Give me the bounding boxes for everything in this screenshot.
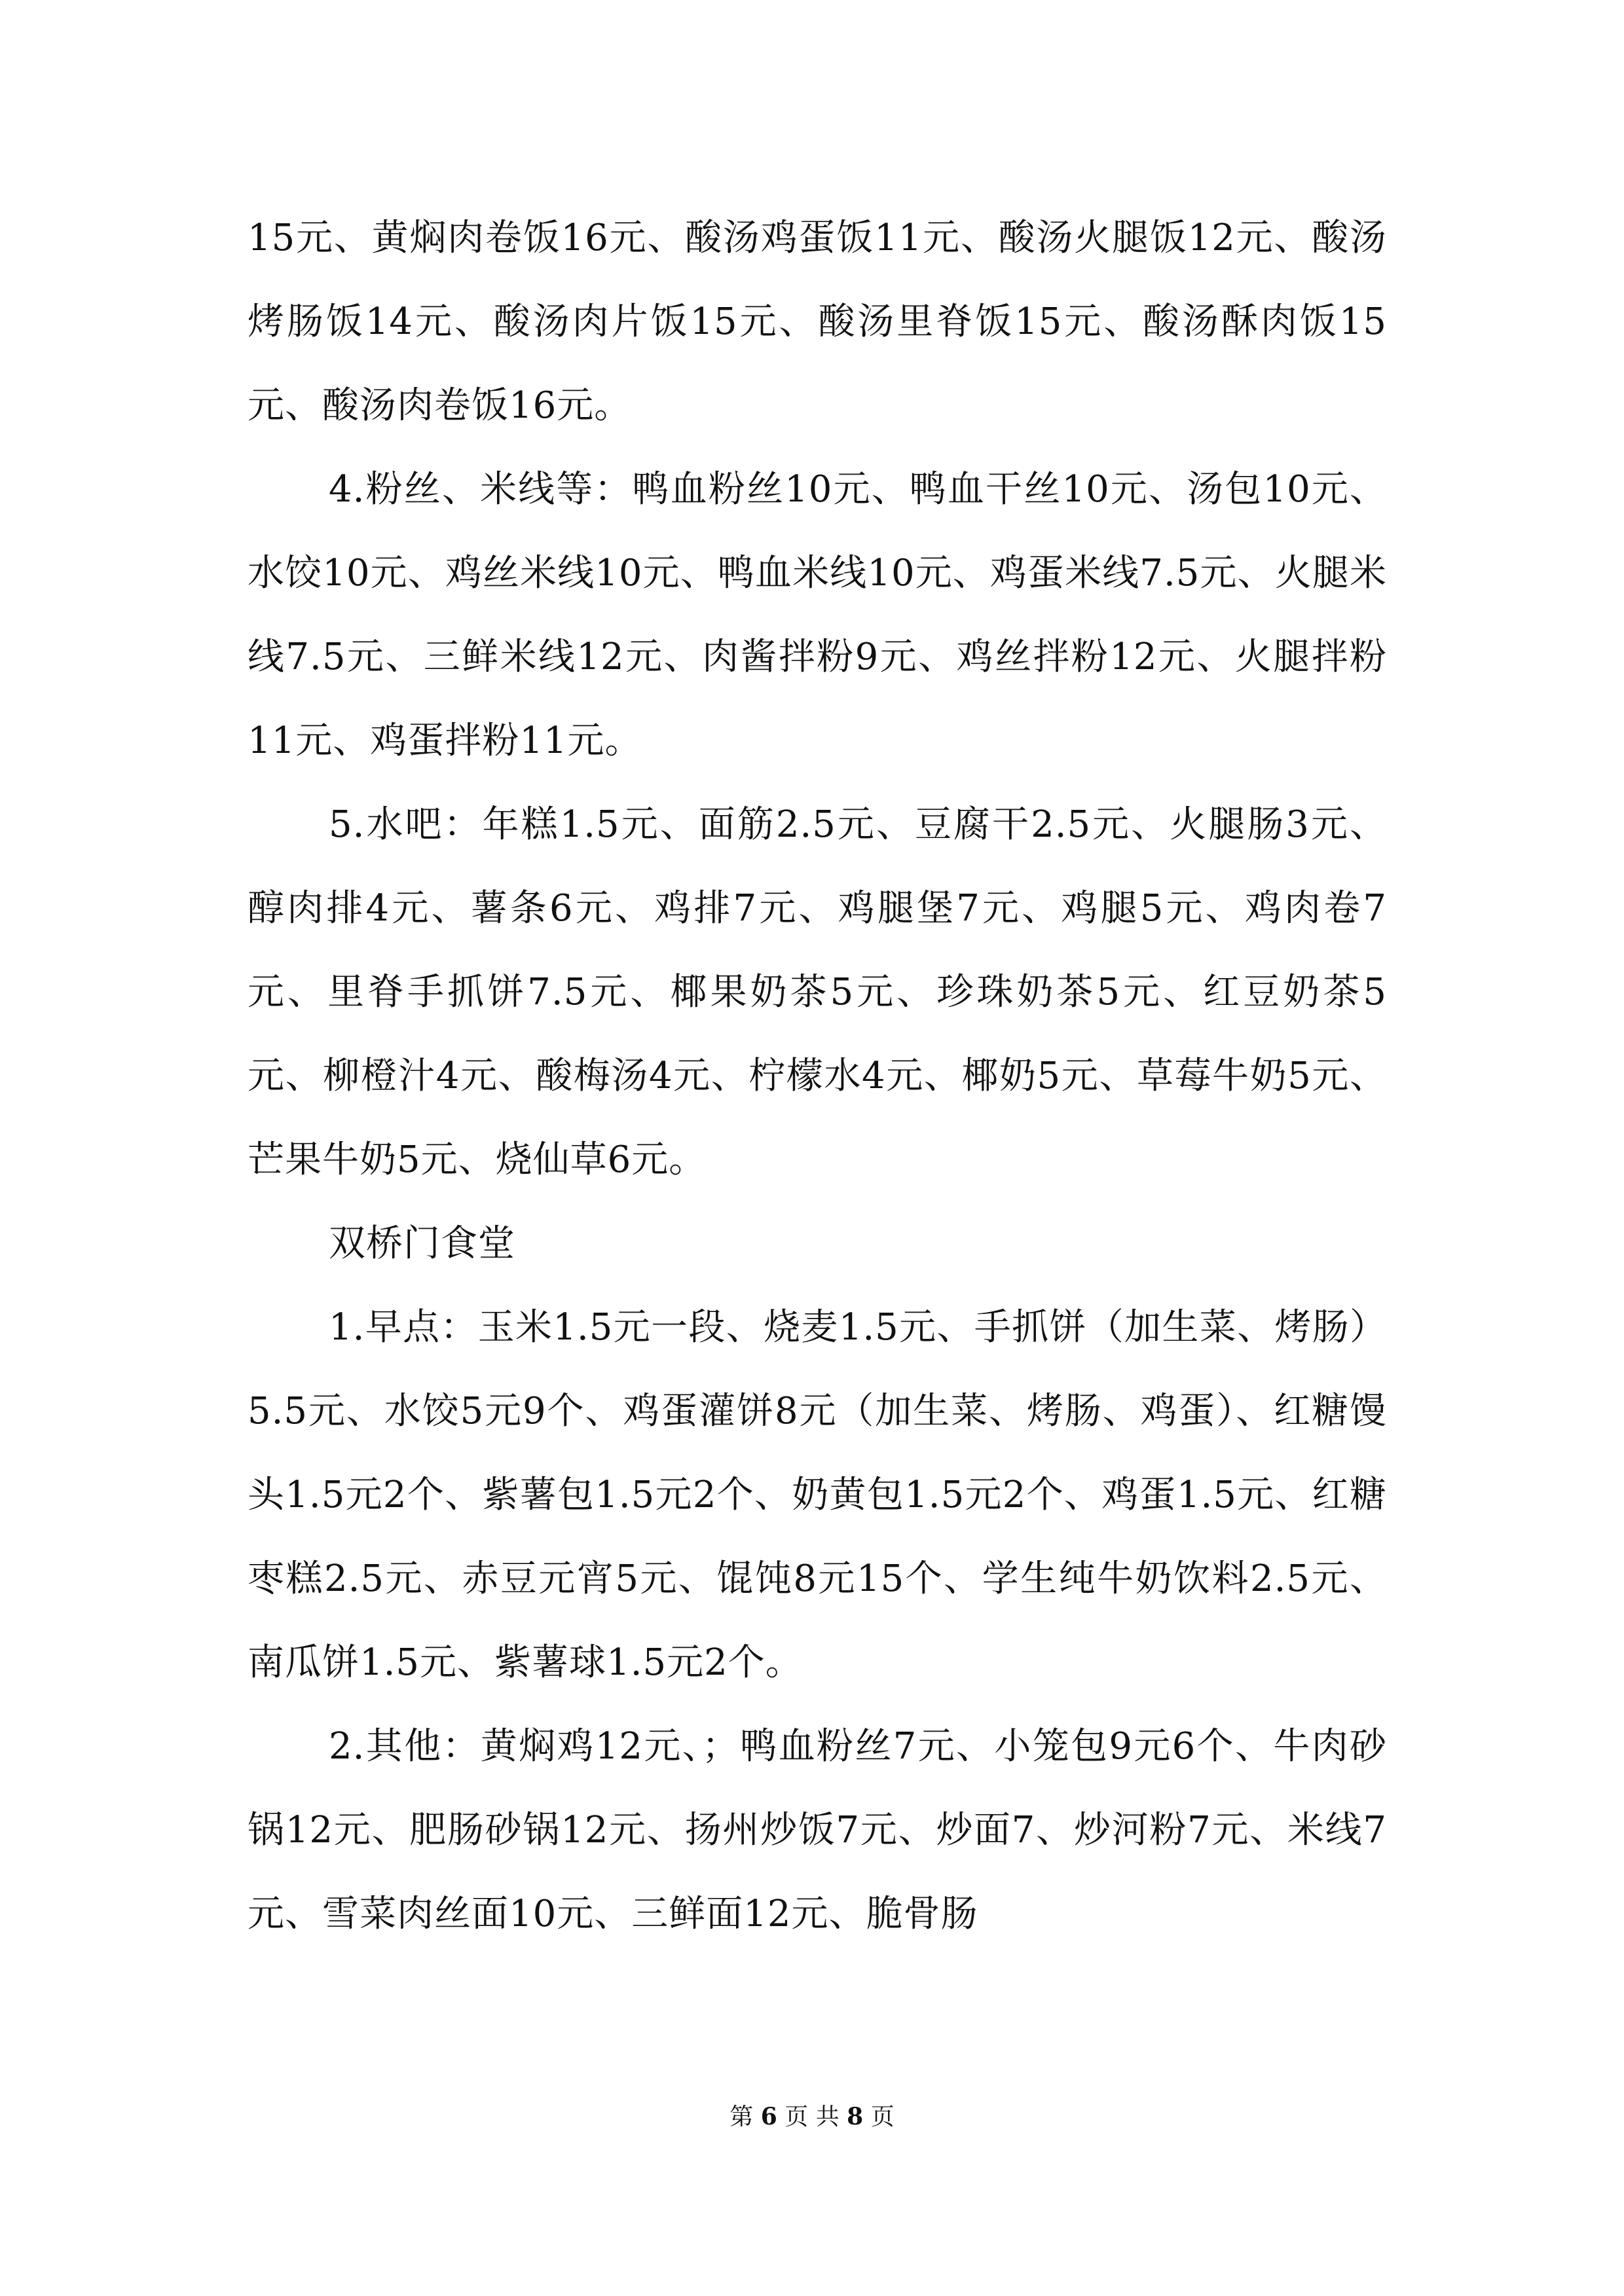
paragraph-drinks-bar: 5.水吧：年糕1.5元、面筋2.5元、豆腐干2.5元、火腿肠3元、醇肉排4元、薯条6元、鸡排7元、鸡腿堡7元、鸡腿5元、鸡肉卷7元、里脊手抓饼7.5元、椰果奶茶5元、珍珠奶茶5元、红豆奶茶5元、柳橙汁4元、酸梅汤4元、柠檬水4元、椰奶5元、草莓牛奶5元、芒果牛奶5元、烧仙草6元。 [248,803,1387,1181]
page-footer [0,2100,1624,2134]
footer-prefix: 第 [729,2104,754,2130]
paragraph-noodles: 4.粉丝、米线等：鸭血粉丝10元、鸭血干丝10元、汤包10元、水饺10元、鸡丝米线10元、鸭血米线10元、鸡蛋米线7.5元、火腿米线7.5元、三鲜米线12元、肉酱拌粉9元、鸡丝拌粉12元、火腿拌粉11元、鸡蛋拌粉11元。 [248,468,1387,762]
footer-current-page: 6 [760,2103,777,2130]
paragraph-other: 2.其他：黄焖鸡12元、；鸭血粉丝7元、小笼包9元6个、牛肉砂锅12元、肥肠砂锅12元、扬州炒饭7元、炒面7、炒河粉7元、米线7元、雪菜肉丝面10元、三鲜面12元、脆骨肠 [248,1725,1387,1935]
footer-middle: 页 共 [784,2104,840,2130]
footer-total-pages: 8 [847,2103,864,2130]
section-heading-canteen: 双桥门食堂 [329,1222,515,1265]
footer-suffix: 页 [870,2104,895,2130]
document-body [248,196,1387,1956]
paragraph-continuation: 15元、黄焖肉卷饭16元、酸汤鸡蛋饭11元、酸汤火腿饭12元、酸汤烤肠饭14元、酸汤肉片饭15元、酸汤里脊饭15元、酸汤酥肉饭15元、酸汤肉卷饭16元。 [248,217,1387,427]
paragraph-breakfast: 1.早点：玉米1.5元一段、烧麦1.5元、手抓饼（加生菜、烤肠）5.5元、水饺5元9个、鸡蛋灌饼8元（加生菜、烤肠、鸡蛋）、红糖馒头1.5元2个、紫薯包1.5元2个、奶黄包1.5元2个、鸡蛋1.5元、红糖枣糕2.5元、赤豆元宵5元、馄饨8元15个、学生纯牛奶饮料2.5元、南瓜饼1.5元、紫薯球1.5元2个。 [248,1306,1387,1684]
